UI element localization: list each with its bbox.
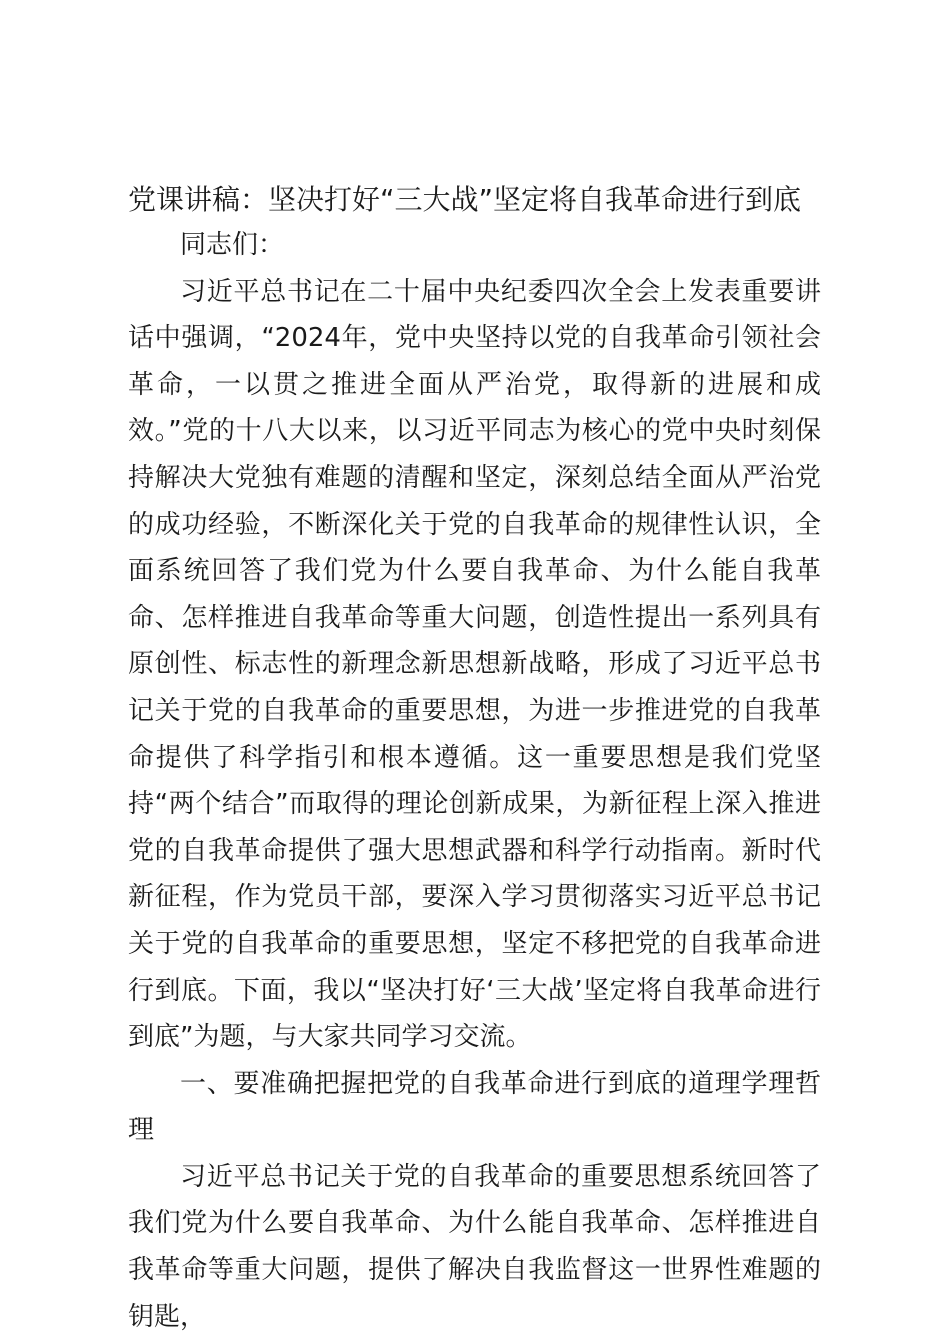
section-heading: 一、要准确把握把党的自我革命进行到底的道理学理哲理	[128, 1068, 821, 1146]
document-body	[128, 222, 821, 1340]
body-paragraph: 习近平总书记在二十届中央纪委四次全会上发表重要讲话中强调，“2024年，党中央坚持以党的自我革命引领社会革命，一以贯之推进全面从严治党，取得新的进展和成效。”党的十八大以来，以习近平同志为核心的党中央时刻保持解决大党独有难题的清醒和坚定，深刻总结全面从严治党的成功经验，不断深化关于党的自我革命的规律性认识，全面系统回答了我们党为什么要自我革命、为什么能自我革命、怎样推进自我革命等重大问题，创造性提出一系列具有原创性、标志性的新理念新思想新战略，形成了习近平总书记关于党的自我革命的重要思想，为进一步推进党的自我革命提供了科学指引和根本遵循。这一重要思想是我们党坚持“两个结合”而取得的理论创新成果，为新征程上深入推进党的自我革命提供了强大思想武器和科学行动指南。新时代新征程，作为党员干部，要深入学习贯彻落实习近平总书记关于党的自我革命的重要思想，坚定不移把党的自我革命进行到底。下面，我以“坚决打好‘三大战’坚定将自我革命进行到底”为题，与大家共同学习交流。	[128, 276, 821, 1053]
salutation: 同志们：	[180, 230, 285, 260]
section-paragraph: 习近平总书记关于党的自我革命的重要思想系统回答了我们党为什么要自我革命、为什么能自我革命、怎样推进自我革命等重大问题，提供了解决自我监督这一世界性难题的钥匙，	[128, 1161, 821, 1332]
document-title: 党课讲稿：坚决打好“三大战”坚定将自我革命进行到底	[128, 183, 802, 216]
